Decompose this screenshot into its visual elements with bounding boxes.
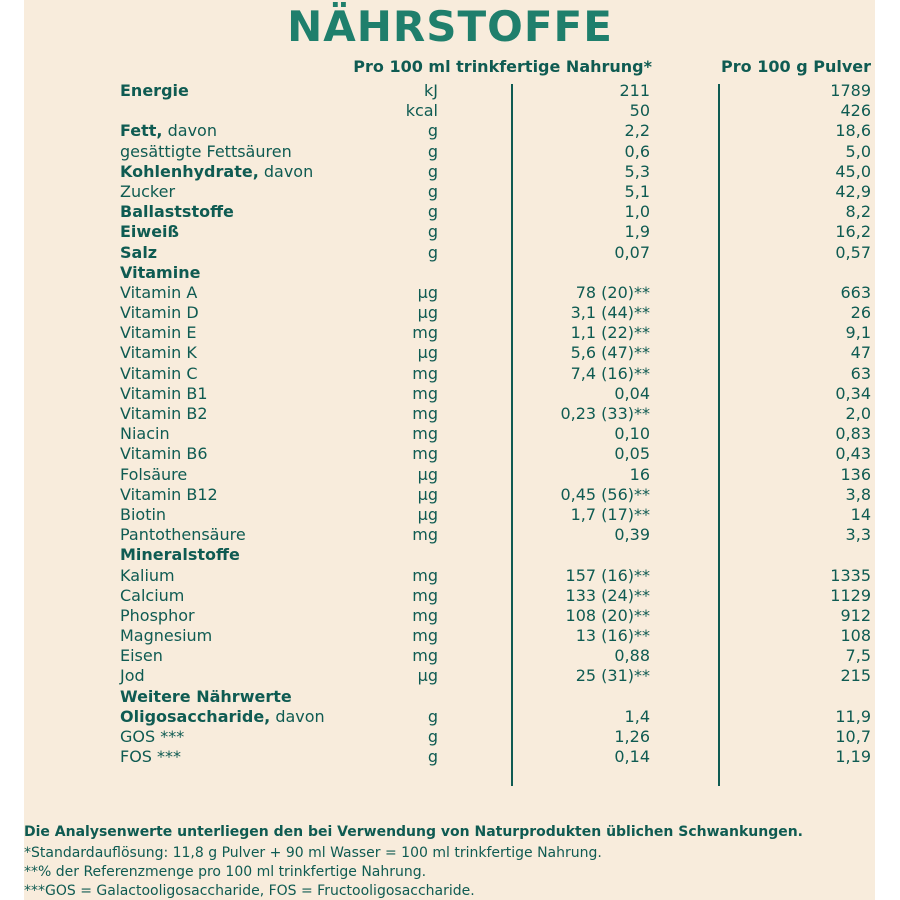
unit: µg: [417, 464, 438, 484]
unit: µg: [417, 666, 438, 686]
table-row: [0, 525, 900, 545]
value-per-100g: 7,5: [845, 646, 871, 666]
unit: µg: [417, 504, 438, 524]
page-title: NÄHRSTOFFE: [287, 2, 613, 51]
footnote-abbreviations: ***GOS = Galactooligosaccharide, FOS = Fructooligosaccharide.: [24, 883, 475, 899]
nutrient-label: [120, 222, 179, 242]
nutrient-label-text: Vitamin A: [120, 282, 198, 302]
value-per-100g: 26: [850, 303, 871, 323]
nutrient-label-text: Vitamin D: [120, 303, 199, 323]
unit: g: [427, 242, 438, 262]
nutrient-label: [120, 202, 234, 222]
table-row: [0, 101, 900, 121]
nutrient-label: [120, 485, 218, 505]
table-row: [0, 727, 900, 747]
unit: g: [427, 181, 438, 201]
table-row: [0, 566, 900, 586]
value-per-100g: 9,1: [845, 323, 871, 343]
table-row: [0, 384, 900, 404]
nutrient-label: [120, 687, 292, 707]
unit: mg: [412, 565, 438, 585]
value-per-100ml: 211: [619, 81, 650, 100]
unit: kcal: [405, 101, 438, 121]
value-per-100ml: 5,6 (47)**: [570, 343, 650, 363]
unit: mg: [412, 444, 438, 464]
value-per-100g: 1789: [830, 81, 871, 100]
value-per-100ml: 0,14: [614, 747, 650, 767]
value-per-100g: 0,83: [835, 424, 871, 444]
nutrient-label: [120, 303, 199, 323]
nutrient-label: [120, 747, 181, 767]
nutrient-label: [120, 263, 200, 283]
value-per-100g: 912: [840, 605, 871, 625]
value-per-100g: 1129: [830, 585, 871, 605]
nutrient-label-bold: Energie: [120, 81, 189, 100]
nutrient-label: [120, 525, 246, 545]
value-per-100g: 2,0: [845, 404, 871, 423]
nutrient-label: [120, 323, 196, 343]
column-header-per-100ml: Pro 100 ml trinkfertige Nahrung*: [353, 57, 652, 76]
value-per-100g: 63: [850, 363, 871, 383]
unit: mg: [412, 585, 438, 605]
table-row: [0, 222, 900, 242]
nutrient-label: [120, 626, 212, 646]
value-per-100g: 16,2: [835, 222, 871, 242]
value-per-100g: 5,0: [845, 141, 871, 161]
unit: g: [427, 141, 438, 161]
table-row: [0, 606, 900, 626]
value-per-100g: 426: [840, 101, 871, 121]
table-row: [0, 687, 900, 707]
column-header-per-100g: Pro 100 g Pulver: [721, 57, 871, 76]
value-per-100g: 45,0: [835, 161, 871, 181]
nutrient-label: [120, 142, 292, 162]
value-per-100ml: 0,6: [624, 141, 650, 161]
unit: mg: [412, 646, 438, 666]
table-row: [0, 545, 900, 565]
unit: g: [427, 747, 438, 767]
nutrient-label: [120, 646, 163, 666]
unit: g: [427, 202, 438, 222]
table-row: [0, 162, 900, 182]
nutrient-label-text: Vitamin B6: [120, 444, 208, 464]
value-per-100ml: 1,0: [624, 202, 650, 222]
nutrient-label-text: FOS ***: [120, 747, 182, 767]
table-row: [0, 283, 900, 303]
unit: g: [427, 121, 438, 141]
nutrient-label-bold: Ballaststoffe: [120, 202, 234, 222]
value-per-100g: 14: [850, 504, 871, 524]
table-row: [0, 424, 900, 444]
value-per-100ml: 0,05: [614, 444, 650, 464]
nutrient-label: [120, 727, 184, 747]
nutrient-label-bold: Weitere Nährwerte: [120, 686, 292, 706]
table-row: [0, 303, 900, 323]
value-per-100g: 47: [850, 343, 871, 363]
nutrient-label-text: Phosphor: [120, 605, 195, 625]
value-per-100g: 10,7: [835, 727, 871, 746]
unit: g: [427, 706, 438, 726]
nutrient-label-bold: Fett,: [120, 121, 163, 141]
value-per-100ml: 50: [629, 101, 650, 121]
nutrient-label-text: Vitamin B1: [120, 383, 208, 403]
table-row: [0, 121, 900, 141]
nutrient-label-bold: Oligosaccharide,: [120, 706, 271, 726]
nutrient-label-text: Eisen: [120, 646, 163, 666]
nutrient-label-text: Zucker: [120, 181, 176, 201]
nutrient-label: [120, 364, 198, 384]
nutrient-label-text: Vitamin C: [120, 363, 198, 383]
nutrient-label-text: Vitamin E: [120, 323, 197, 343]
unit: mg: [412, 323, 438, 343]
value-per-100ml: 5,1: [624, 181, 650, 201]
value-per-100ml: 5,3: [624, 161, 650, 181]
value-per-100ml: 0,88: [614, 646, 650, 666]
table-row: [0, 404, 900, 424]
value-per-100ml: 0,45 (56)**: [560, 484, 650, 504]
value-per-100g: 0,57: [835, 242, 871, 262]
nutrient-label: [120, 444, 208, 464]
unit: g: [427, 161, 438, 181]
value-per-100g: 1,19: [835, 747, 871, 767]
value-per-100g: 0,43: [835, 444, 871, 464]
value-per-100ml: 2,2: [624, 121, 650, 141]
value-per-100ml: 25 (31)**: [575, 666, 650, 686]
value-per-100g: 663: [840, 282, 871, 302]
value-per-100ml: 1,4: [624, 706, 650, 726]
value-per-100ml: 7,4 (16)**: [570, 363, 650, 383]
unit: mg: [412, 626, 438, 646]
table-row: [0, 182, 900, 202]
table-row: [0, 323, 900, 343]
unit: kJ: [424, 81, 438, 100]
nutrient-label-bold: Eiweiß: [120, 222, 180, 242]
nutrient-label-text: Calcium: [120, 585, 185, 605]
nutrient-label: [120, 465, 187, 485]
value-per-100g: 11,9: [835, 706, 871, 726]
nutrient-label-text: Niacin: [120, 424, 170, 444]
table-row: [0, 707, 900, 727]
nutrient-label-text: Vitamin B2: [120, 404, 208, 423]
nutrient-label: [120, 586, 184, 606]
unit: g: [427, 222, 438, 242]
nutrient-label-bold: Salz: [120, 242, 158, 262]
nutrient-label: [120, 424, 170, 444]
value-per-100ml: 78 (20)**: [575, 282, 650, 302]
unit: µg: [417, 343, 438, 363]
nutrient-label-bold: Vitamine: [120, 262, 201, 282]
table-row: [0, 263, 900, 283]
value-per-100ml: 1,26: [614, 727, 650, 746]
nutrient-label-text: GOS ***: [120, 727, 185, 746]
unit: µg: [417, 282, 438, 302]
nutrient-label-text: davon: [258, 161, 314, 181]
value-per-100ml: 3,1 (44)**: [570, 303, 650, 323]
nutrient-label: [120, 182, 175, 202]
table-row: [0, 646, 900, 666]
value-per-100ml: 108 (20)**: [565, 605, 650, 625]
footnote-reference-amount: **% der Referenzmenge pro 100 ml trinkfertige Nahrung.: [24, 864, 427, 880]
value-per-100g: 215: [840, 666, 871, 686]
unit: µg: [417, 484, 438, 504]
table-row: [0, 485, 900, 505]
unit: mg: [412, 525, 438, 545]
nutrient-label-text: Vitamin B12: [120, 484, 218, 504]
value-per-100ml: 0,23 (33)**: [560, 404, 650, 423]
value-per-100g: 1335: [830, 565, 871, 585]
unit: mg: [412, 363, 438, 383]
nutrient-label-bold: Kohlenhydrate,: [120, 161, 259, 181]
value-per-100g: 3,3: [845, 525, 871, 545]
nutrient-label-text: Jod: [120, 666, 145, 686]
nutrition-table: [0, 81, 900, 767]
value-per-100ml: 16: [629, 464, 650, 484]
unit: g: [427, 727, 438, 746]
nutrient-label: [120, 162, 313, 182]
nutrient-label-text: Vitamin K: [120, 343, 197, 363]
nutrient-label-text: Pantothensäure: [120, 525, 246, 545]
nutrient-label: [120, 666, 145, 686]
table-row: [0, 81, 900, 101]
nutrient-label: [120, 81, 189, 101]
value-per-100g: 3,8: [845, 484, 871, 504]
nutrient-label-text: davon: [162, 121, 217, 141]
nutrient-label: [120, 707, 325, 727]
unit: µg: [417, 303, 438, 323]
value-per-100g: 108: [840, 626, 871, 646]
value-per-100g: 8,2: [845, 202, 871, 222]
table-row: [0, 444, 900, 464]
value-per-100g: 18,6: [835, 121, 871, 141]
value-per-100ml: 0,07: [614, 242, 650, 262]
table-row: [0, 666, 900, 686]
table-row: [0, 343, 900, 363]
value-per-100ml: 1,1 (22)**: [570, 323, 650, 343]
table-row: [0, 626, 900, 646]
table-row: [0, 142, 900, 162]
value-per-100ml: 0,10: [614, 424, 650, 444]
table-row: [0, 202, 900, 222]
unit: mg: [412, 404, 438, 423]
value-per-100ml: 133 (24)**: [565, 585, 650, 605]
nutrient-label: [120, 566, 175, 586]
table-row: [0, 747, 900, 767]
table-row: [0, 243, 900, 263]
value-per-100g: 42,9: [835, 181, 871, 201]
table-row: [0, 586, 900, 606]
value-per-100ml: 0,04: [614, 383, 650, 403]
value-per-100ml: 13 (16)**: [575, 626, 650, 646]
value-per-100g: 0,34: [835, 383, 871, 403]
nutrient-label-bold: Mineralstoffe: [120, 545, 240, 565]
nutrient-label-text: Biotin: [120, 504, 167, 524]
nutrient-label-text: gesättigte Fettsäuren: [120, 141, 292, 161]
nutrient-label: [120, 404, 208, 424]
table-row: [0, 364, 900, 384]
nutrient-label: [120, 606, 195, 626]
nutrient-label-text: Magnesium: [120, 626, 213, 646]
footnote-standard-solution: *Standardauflösung: 11,8 g Pulver + 90 ml Wasser = 100 ml trinkfertige Nahrung.: [24, 845, 602, 861]
value-per-100ml: 0,39: [614, 525, 650, 545]
value-per-100ml: 1,7 (17)**: [570, 504, 650, 524]
nutrient-label: [120, 343, 197, 363]
value-per-100ml: 157 (16)**: [565, 565, 650, 585]
table-row: [0, 505, 900, 525]
table-row: [0, 465, 900, 485]
nutrient-label-text: Folsäure: [120, 464, 188, 484]
nutrient-label: [120, 283, 197, 303]
value-per-100ml: 1,9: [624, 222, 650, 242]
nutrient-label-text: Kalium: [120, 565, 175, 585]
nutrient-label: [120, 243, 157, 263]
unit: mg: [412, 424, 438, 444]
nutrient-label: [120, 545, 240, 565]
unit: mg: [412, 605, 438, 625]
value-per-100g: 136: [840, 464, 871, 484]
nutrient-label-text: davon: [270, 706, 325, 726]
nutrient-label: [120, 505, 166, 525]
nutrient-label: [120, 121, 217, 141]
unit: mg: [412, 383, 438, 403]
footnote-disclaimer: Die Analysenwerte unterliegen den bei Verwendung von Naturprodukten üblichen Schwankungen.: [24, 824, 804, 840]
nutrient-label: [120, 384, 208, 404]
